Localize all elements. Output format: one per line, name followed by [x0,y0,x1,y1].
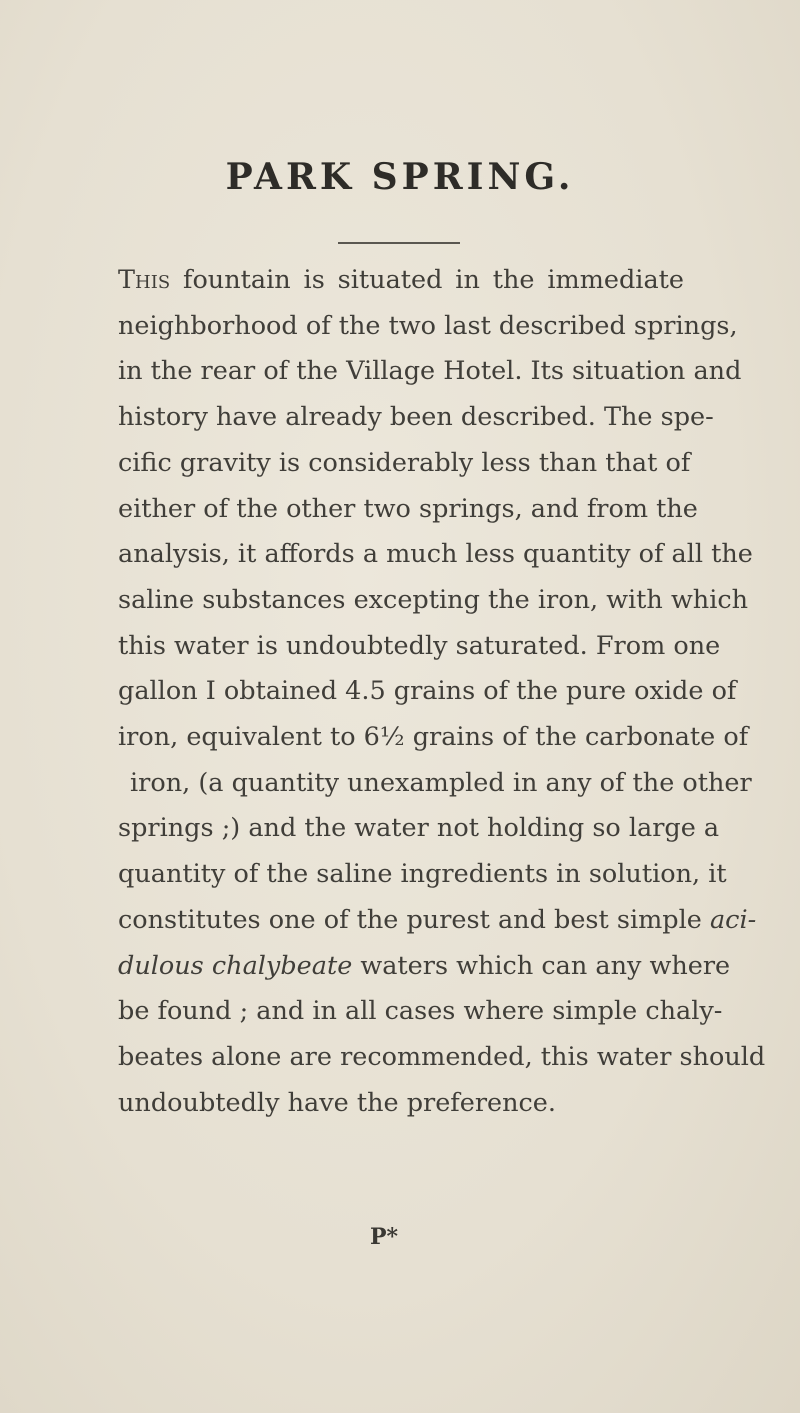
text-line: saline substances excepting the iron, with which [118,584,749,615]
text-line: be found ; and in all cases where simple chaly- [118,996,723,1027]
text-line: iron, equivalent to 6½ grains of the carbonate of [118,722,749,753]
text-line [118,898,757,944]
text-line: history have already been described. The spe- [118,402,714,433]
italic-word: aci- [709,904,757,935]
text-line: iron, (a quantity unexampled in any of the other [130,767,752,798]
text-line: neighborhood of the two last described springs, [118,310,738,341]
title-rule [338,242,460,244]
text-line: in the rear of the Village Hotel. Its situation and [118,356,742,387]
body-paragraph [118,258,766,1126]
text-line [118,258,684,304]
page-title: PARK SPRING. [225,156,575,198]
text-line: springs ;) and the water not holding so large a [118,813,720,844]
line-text: waters which can any where [352,950,731,981]
text-line: quantity of the saline ingredients in solution, it [118,859,727,890]
drop-word: This [118,265,171,295]
text-line: either of the other two springs, and from the [118,493,698,524]
text-line: cific gravity is considerably less than that of [118,447,691,478]
text-line: beates alone are recommended, this water should [118,1041,766,1072]
line-text: constitutes one of the purest and best simple [118,904,710,935]
signature-mark: P* [370,1224,399,1250]
text-line: analysis, it affords a much less quantity of all the [118,539,753,570]
italic-phrase: dulous chalybeate [118,950,353,981]
text-line [118,944,731,990]
text-line: undoubtedly have the preference. [118,1087,557,1118]
text-line: gallon I obtained 4.5 grains of the pure oxide of [118,676,737,707]
line-text: fountain is situated in the immediate [170,265,684,295]
text-line: this water is undoubtedly saturated. From one [118,630,721,661]
